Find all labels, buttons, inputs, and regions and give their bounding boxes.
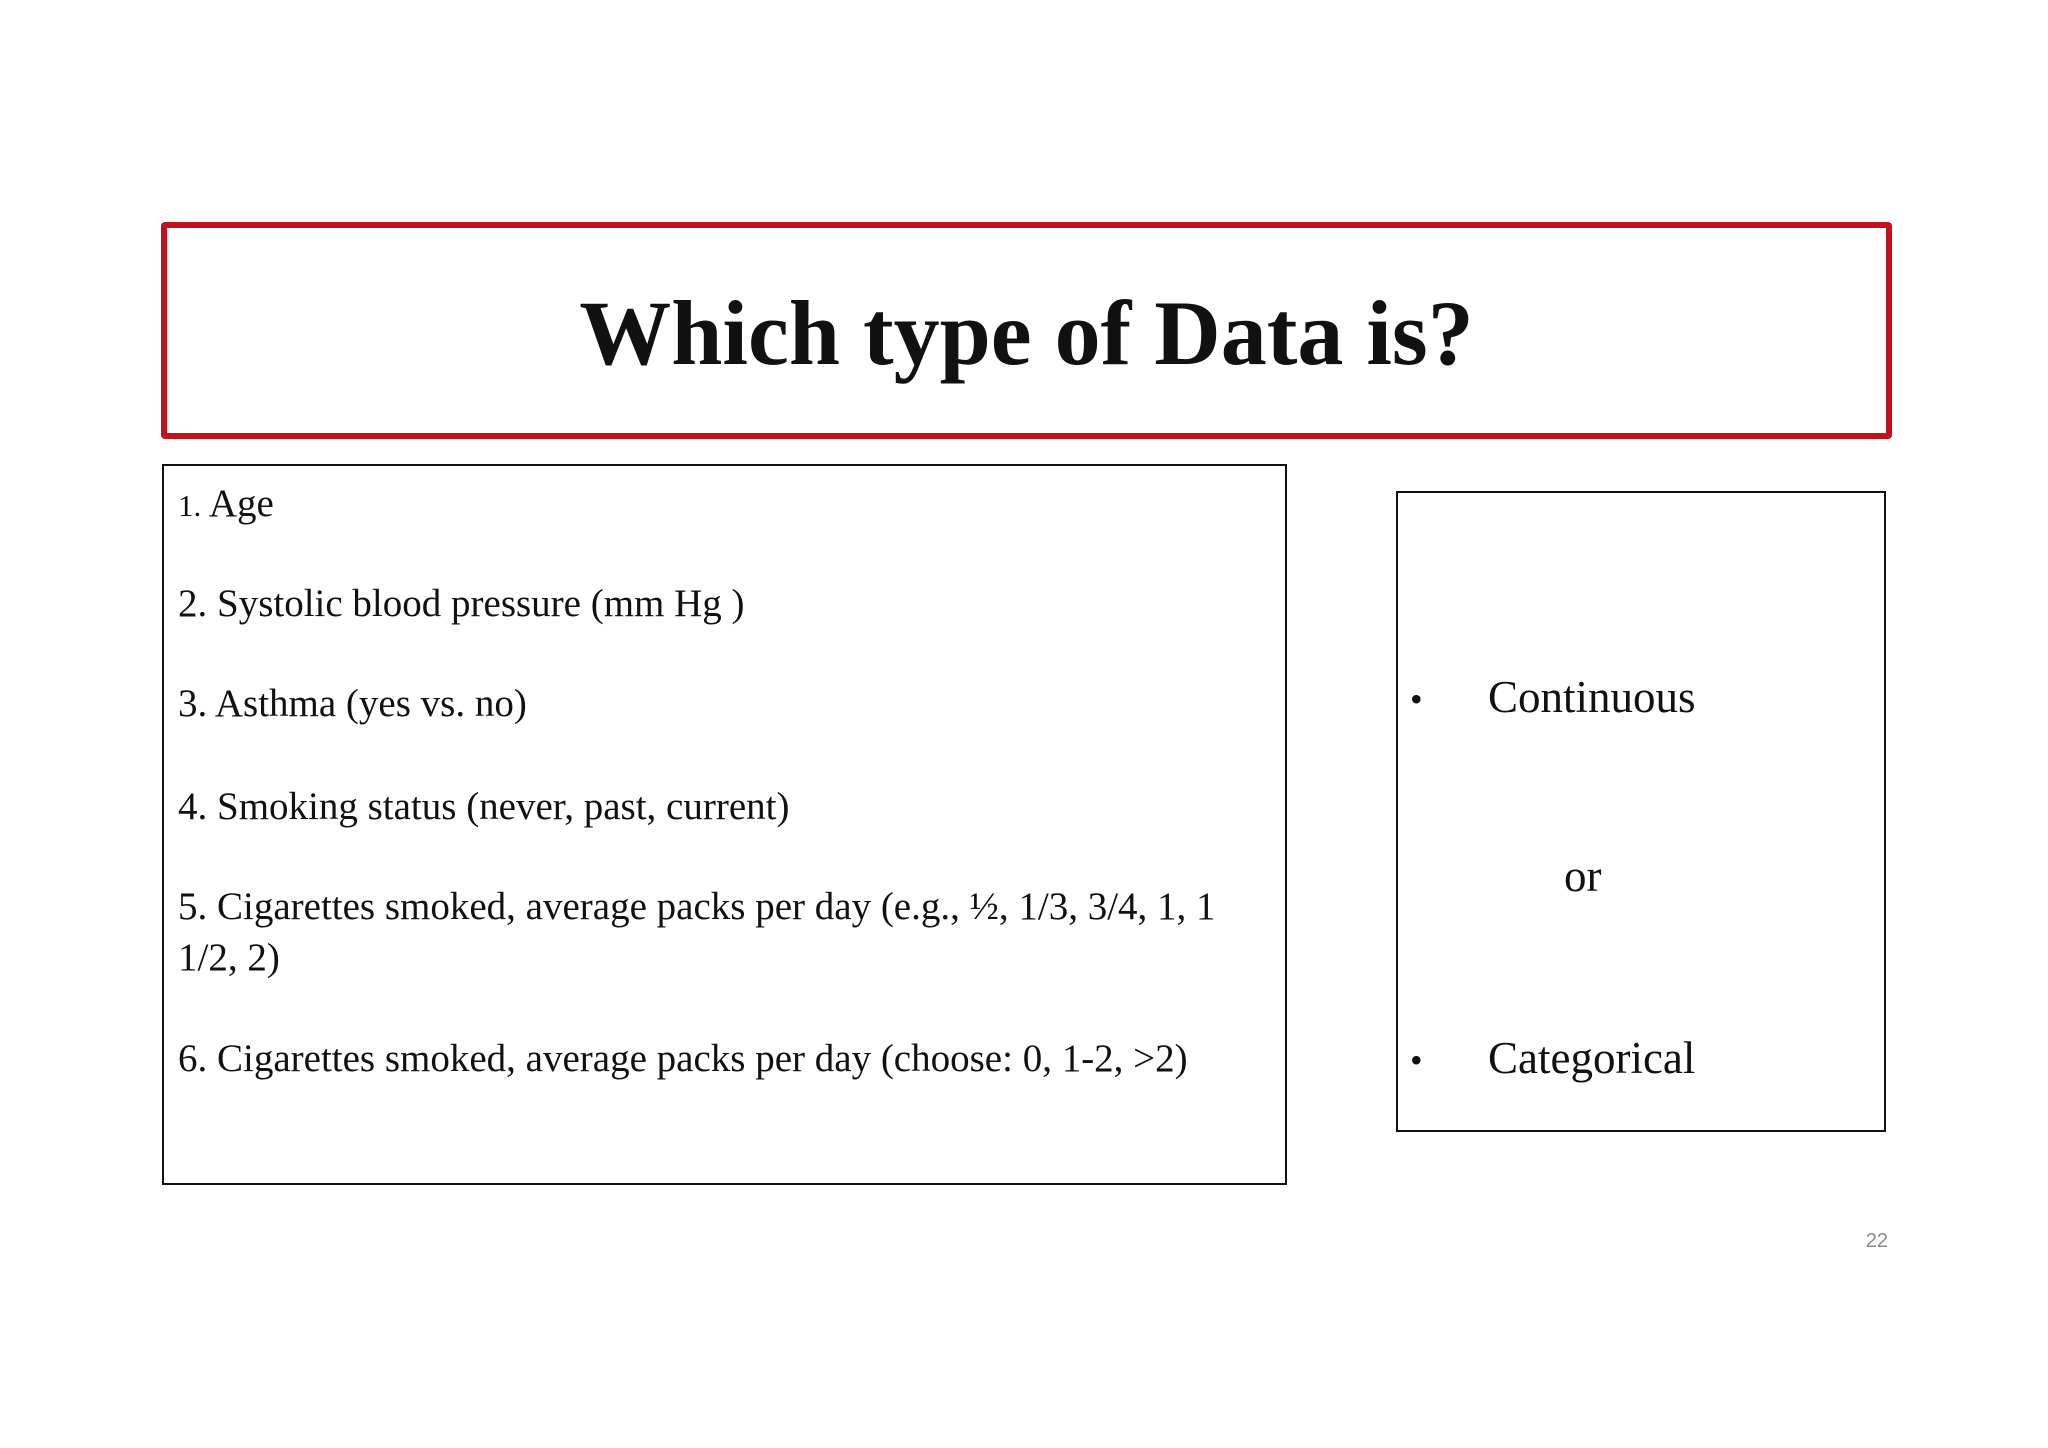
list-item bbox=[178, 1033, 1271, 1084]
question-list-box bbox=[162, 464, 1287, 1185]
list-item bbox=[178, 881, 1271, 983]
choice-categorical: Categorical bbox=[1488, 1033, 1696, 1083]
title-box bbox=[161, 222, 1892, 439]
item-text: Cigarettes smoked, average packs per day (e.g., ½, 1/3, 3/4, 1, 1 1/2, 2) bbox=[178, 885, 1216, 979]
bullet-icon: • bbox=[1410, 679, 1423, 719]
item-text: Cigarettes smoked, average packs per day (choose: 0, 1-2, >2) bbox=[217, 1037, 1188, 1080]
choice-connector: or bbox=[1564, 851, 1602, 901]
list-item bbox=[178, 678, 1271, 729]
page-number: 22 bbox=[1865, 1230, 1888, 1252]
list-item bbox=[178, 578, 1271, 629]
item-text: Systolic blood pressure (mm Hg ) bbox=[217, 582, 745, 625]
item-text: Asthma (yes vs. no) bbox=[214, 682, 527, 725]
bullet-icon: • bbox=[1410, 1040, 1423, 1080]
item-number: 1. bbox=[178, 488, 202, 523]
item-text: Smoking status (never, past, current) bbox=[217, 785, 790, 828]
item-number: 4. bbox=[178, 785, 208, 828]
item-number: 6. bbox=[178, 1037, 208, 1080]
item-number: 3. bbox=[178, 682, 208, 725]
item-text: Age bbox=[208, 482, 274, 525]
list-item bbox=[178, 478, 1271, 531]
choice-continuous: Continuous bbox=[1488, 672, 1696, 722]
item-number: 2. bbox=[178, 582, 208, 625]
list-item bbox=[178, 781, 1271, 832]
item-number: 5. bbox=[178, 885, 208, 928]
slide-title: Which type of Data is? bbox=[579, 281, 1474, 384]
answer-choices-box bbox=[1396, 491, 1886, 1132]
